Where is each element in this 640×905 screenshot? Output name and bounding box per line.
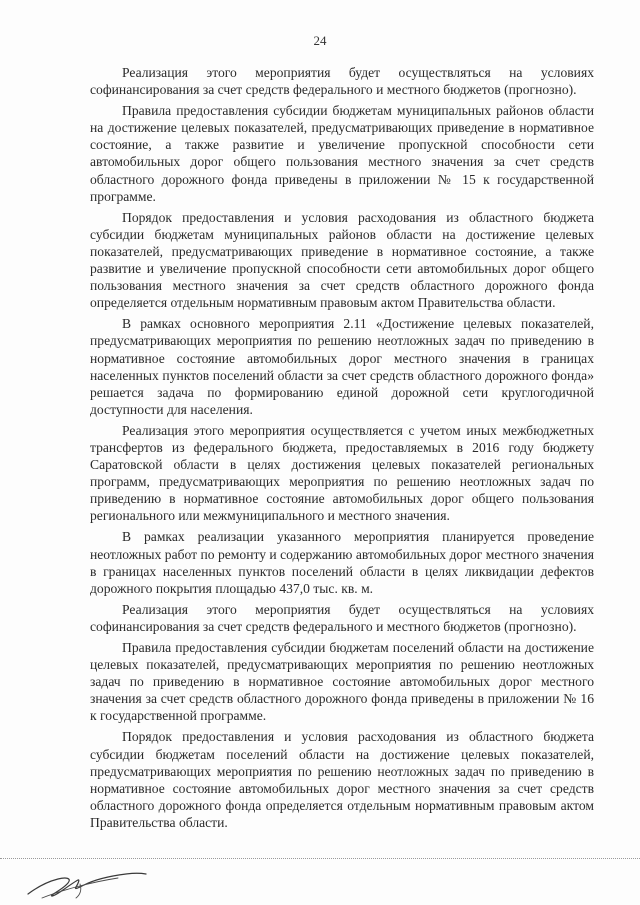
paragraph: Порядок предоставления и условия расходования из областного бюджета субсидии бюджетам поселений области на достижение целевых показателей, предусматривающих мероприятия по решению неотложных задач по приведению в нормативное состояние автомобильных дорог местного значения за счет средств областного дорожного фонда определяется отдельным нормативным правовым актом Правительства области. [90, 729, 594, 830]
handwritten-signature [22, 868, 152, 902]
paragraph: Реализация этого мероприятия будет осуществляться на условиях софинансирования за счет средств федерального и местного бюджетов (прогнозно). [90, 65, 594, 98]
paragraph: Правила предоставления субсидии бюджетам поселений области на достижение целевых показателей, предусматривающих мероприятия по решению неотложных задач по приведению в нормативное состояние автомобильных дорог местного значения за счет средств областного дорожного фонда приведены в приложении № 16 к государственной программе. [90, 640, 594, 724]
paragraph: В рамках основного мероприятия 2.11 «Достижение целевых показателей, предусматривающих мероприятия по решению неотложных задач по приведению в нормативное состояние автомобильных дорог местного значения в границах населенных пунктов поселений области за счет средств областного дорожного фонда» решается задача по формированию единой дорожной сети круглогодичной доступности для населения. [90, 316, 594, 417]
document-body [90, 64, 594, 835]
paragraph: Правила предоставления субсидии бюджетам муниципальных районов области на достижение целевых показателей, предусматривающих приведение в нормативное состояние, а также развитие и увеличение пропускной способности сети автомобильных дорог общего пользования местного значения за счет средств областного дорожного фонда приведены в приложении № 15 к государственной программе. [90, 103, 594, 204]
paragraph: Реализация этого мероприятия осуществляется с учетом иных межбюджетных трансфертов из федерального бюджета, предоставляемых в 2016 году бюджету Саратовской области в целях достижения целевых показателей региональных программ, предусматривающих мероприятия по решению неотложных задач по приведению в нормативное состояние автомобильных дорог общего пользования регионального или межмуниципального и местного значения. [90, 422, 594, 524]
paragraph: Порядок предоставления и условия расходования из областного бюджета субсидии бюджетам муниципальных районов области на достижение целевых показателей, предусматривающих приведение в нормативное состояние, а также развитие и увеличение пропускной способности сети автомобильных дорог общего пользования местного значения за счет средств областного дорожного фонда определяется отдельным нормативным правовым актом Правительства области. [90, 209, 594, 311]
paragraph: Реализация этого мероприятия будет осуществляться на условиях софинансирования за счет средств федерального и местного бюджетов (прогнозно). [90, 601, 594, 634]
footer-divider [0, 858, 640, 859]
paragraph: В рамках реализации указанного мероприятия планируется проведение неотложных работ по ремонту и содержанию автомобильных дорог местного значения в границах населенных пунктов поселений области в целях ликвидации дефектов дорожного покрытия площадью 437,0 тыс. кв. м. [90, 529, 594, 596]
page-number: 24 [313, 33, 327, 48]
